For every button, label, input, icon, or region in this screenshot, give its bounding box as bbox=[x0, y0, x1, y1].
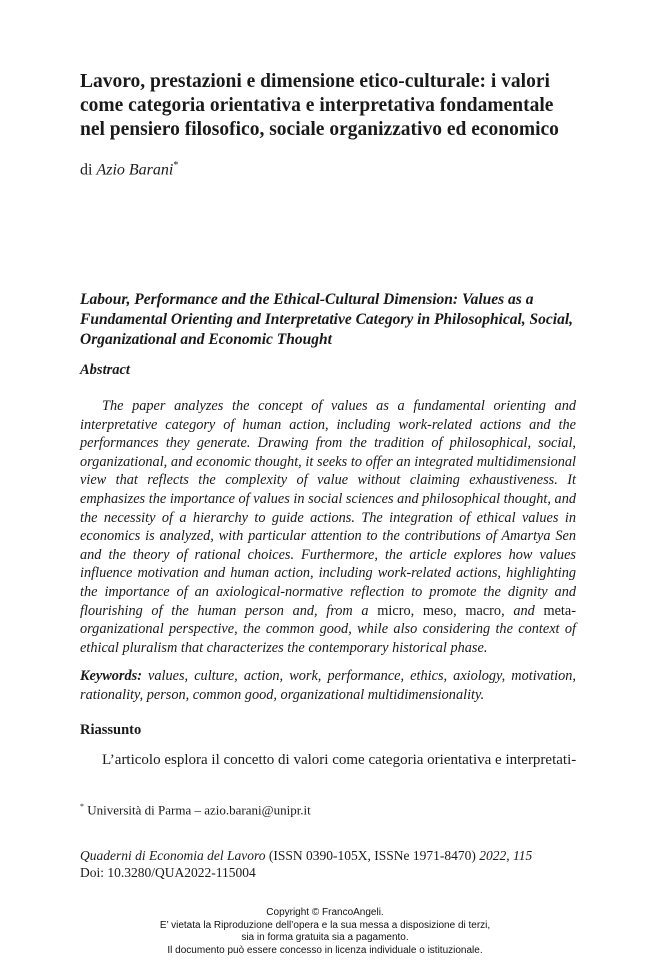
copyright-line4: Il documento può essere concesso in licenza individuale o istituzionale. bbox=[167, 944, 483, 956]
abstract-and: , and bbox=[501, 602, 544, 619]
copyright-line3: sia in forma gratuita sia a pagamento. bbox=[241, 932, 409, 943]
abstract-heading: Abstract bbox=[80, 362, 130, 378]
copyright-notice bbox=[0, 907, 650, 957]
journal-doi: Doi: 10.3280/QUA2022-115004 bbox=[80, 864, 256, 880]
abstract-micro: micro bbox=[377, 602, 411, 619]
english-title: Labour, Performance and the Ethical-Cultural Dimension: Values as a Fundamental Orienting and Interpretative Category in Philosophical, Social, Organizational and Economic Thought bbox=[80, 291, 574, 348]
author-line bbox=[80, 160, 178, 179]
author-prefix: di bbox=[80, 161, 93, 179]
keywords-text: values, culture, action, work, performance, ethics, axiology, motivation, rationality, person, common good, organizational multidimensionality. bbox=[80, 668, 576, 703]
abstract-part1: The paper analyzes the concept of values as a fundamental orienting and interpretative category of human action, including work-related actions and the performances they generate. Drawing from the tradition of philosophical, social, organizational, and economic thought, it seeks to offer an integrated multidimensional view that reflects the complexity of value without claiming exhaustiveness. It emphasizes the importance of values in social sciences and philosophical thought, and the necessity of a hierarchy to guide actions. The integration of ethical values in economics is analyzed, with particular attention to the contributions of Amartya Sen and the theory of rational choices. Furthermore, the article explores how values influence motivation and human action, including work-related actions, highlighting the importance of an axiological-normative reflection to promote the dignity and flourishing of the human person and, from a bbox=[80, 398, 576, 619]
author-footnote bbox=[80, 802, 311, 818]
footnote-mark: * bbox=[80, 802, 84, 811]
author-name: Azio Barani bbox=[96, 161, 174, 179]
abstract-meta: meta bbox=[543, 602, 572, 619]
footnote-text: Università di Parma – azio.barani@unipr.it bbox=[84, 802, 311, 818]
article-title: Lavoro, prestazioni e dimensione etico-culturale: i valori come categoria orientativa e interpretativa fondamentale nel pensiero filosofico, sociale organizzativo ed economico bbox=[80, 71, 559, 140]
abstract-text bbox=[80, 397, 576, 657]
copyright-line1: Copyright © FrancoAngeli. bbox=[266, 907, 384, 918]
author-footnote-mark: * bbox=[173, 160, 179, 171]
journal-name: Quaderni di Economia del Lavoro bbox=[80, 848, 266, 863]
journal-year-issue: 2022, 115 bbox=[479, 848, 533, 863]
abstract-sep1: , bbox=[410, 602, 423, 619]
abstract-sep2: , bbox=[453, 602, 466, 619]
keywords-label: Keywords: bbox=[80, 668, 142, 684]
riassunto-heading: Riassunto bbox=[80, 722, 142, 738]
copyright-line2: E’ vietata la Riproduzione dell’opera e la sua messa a disposizione di terzi, bbox=[159, 919, 491, 931]
abstract-meso: meso bbox=[422, 602, 454, 619]
abstract-part2: -organizational perspective, the common good, while also considering the context of ethical pluralism that characterizes the contemporary historical phase. bbox=[80, 602, 577, 656]
journal-citation bbox=[80, 848, 532, 881]
abstract-macro: macro bbox=[465, 602, 502, 619]
journal-line bbox=[80, 848, 532, 865]
riassunto-text: L’articolo esplora il concetto di valori come categoria orientativa e interpretati- bbox=[102, 752, 577, 768]
keywords bbox=[80, 667, 576, 704]
journal-issn: (ISSN 0390-105X, ISSNe 1971-8470) bbox=[265, 848, 480, 863]
